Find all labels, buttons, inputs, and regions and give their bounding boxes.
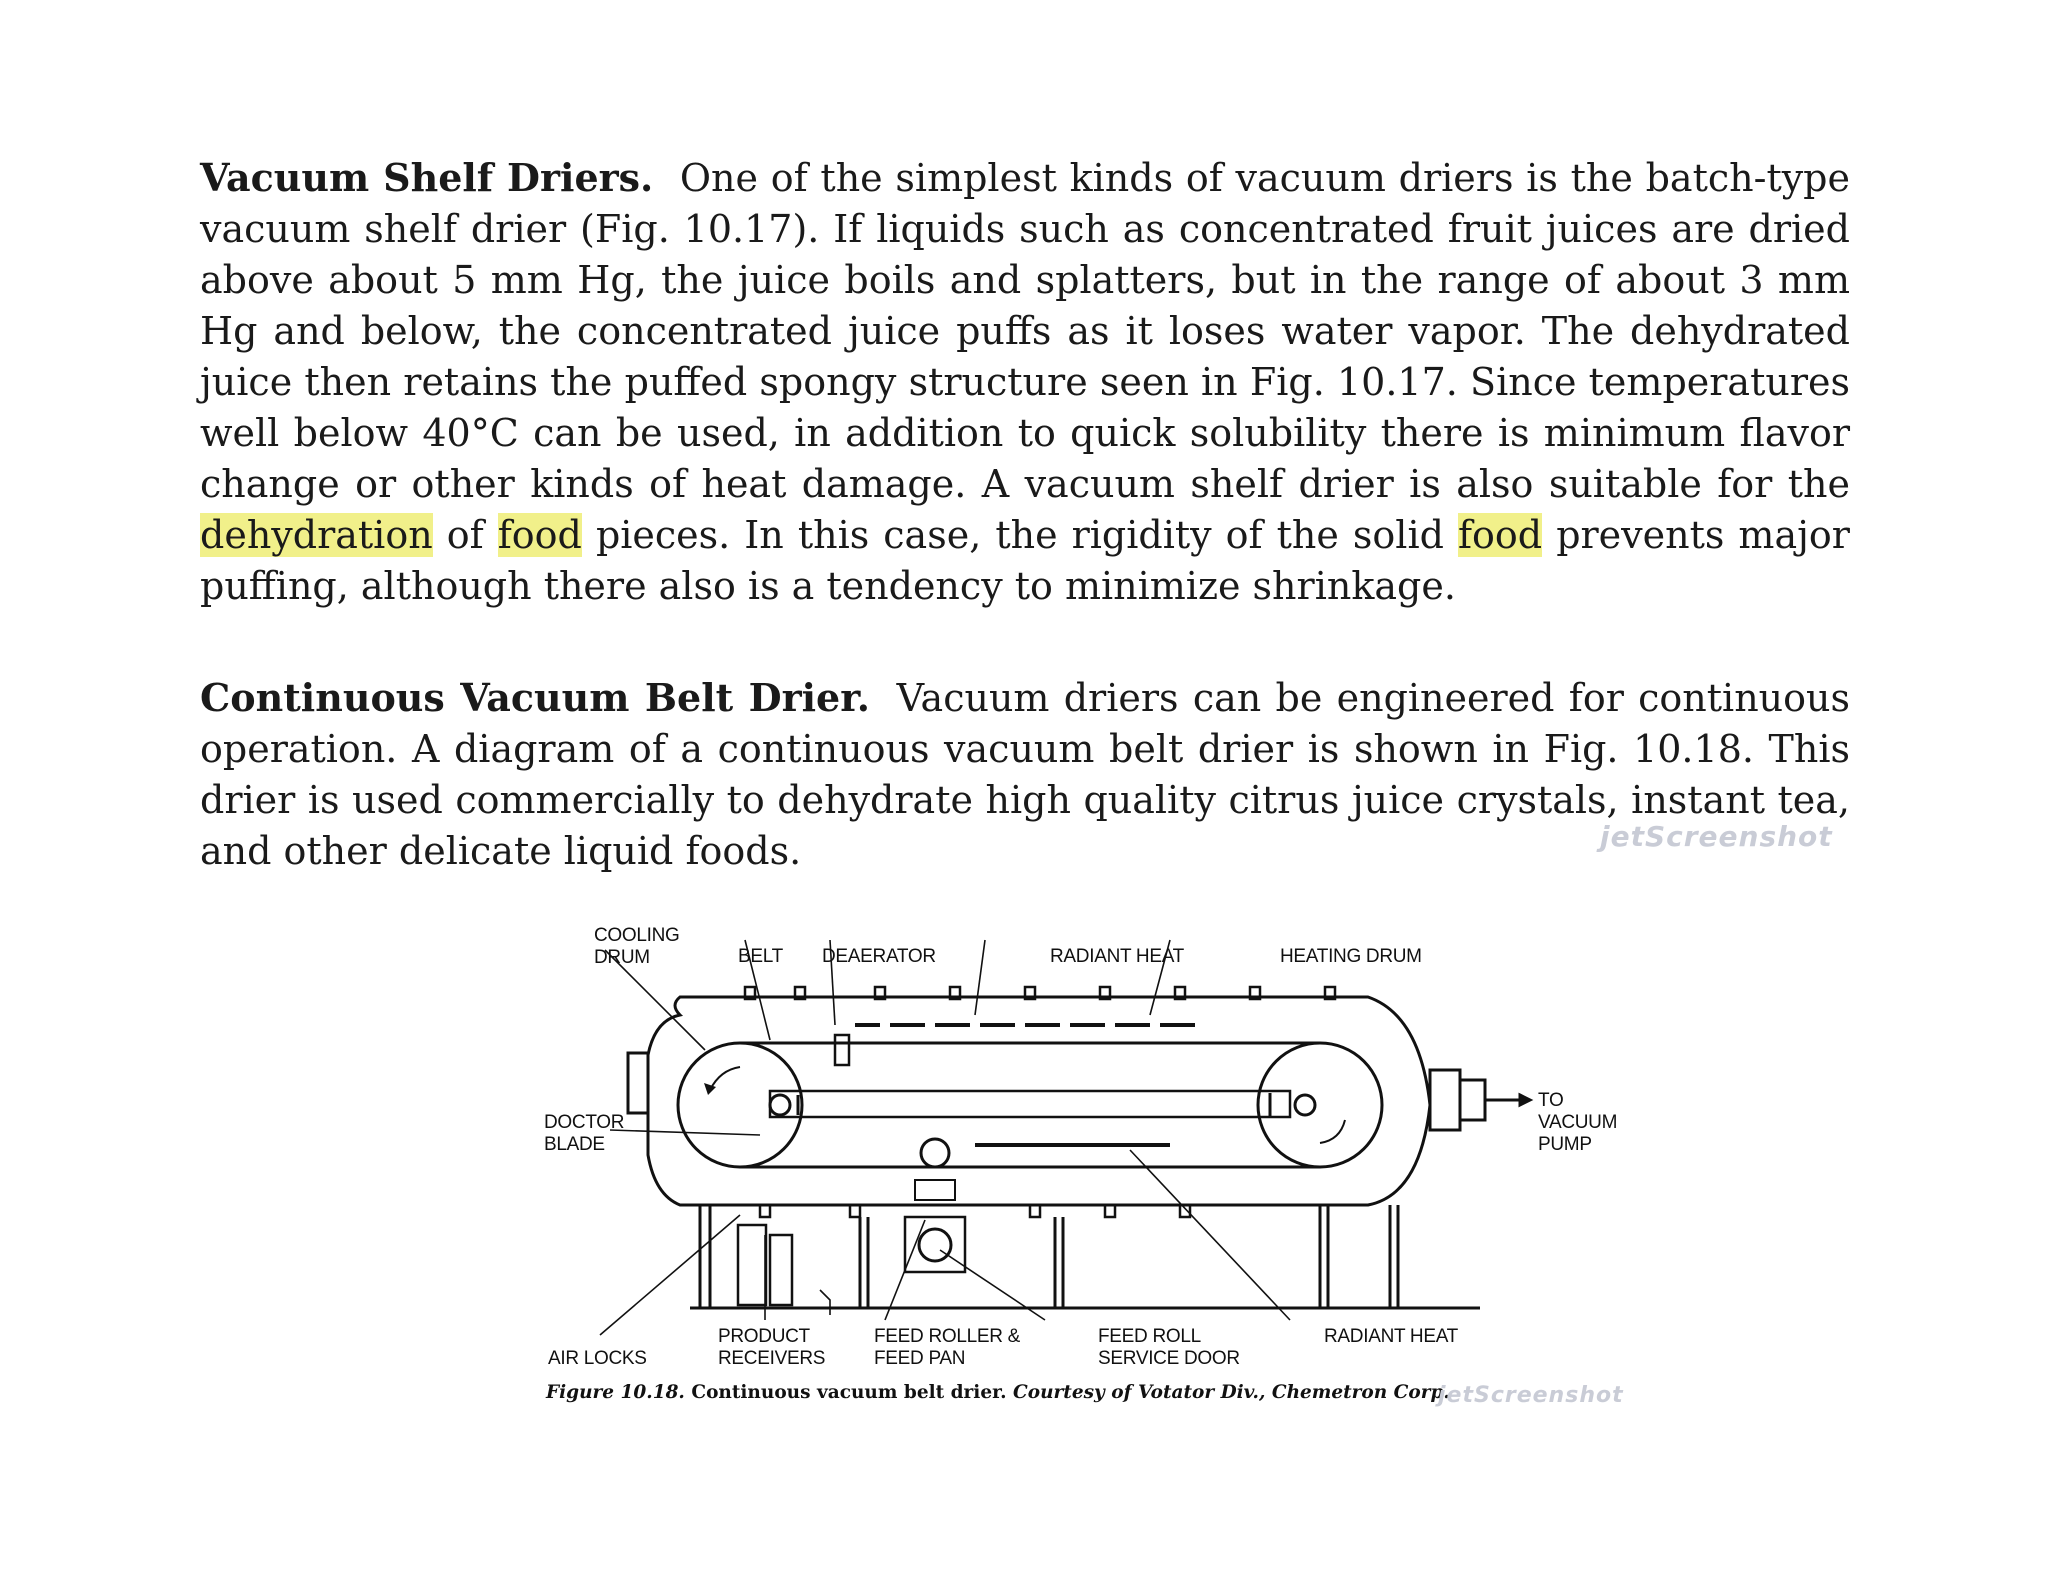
watermark: jetScreenshot [1438, 1383, 1624, 1408]
section-heading-continuous-vacuum-belt-drier: Continuous Vacuum Belt Drier. [200, 675, 870, 720]
highlighted-word[interactable]: food [497, 513, 582, 557]
label-deaerator: DEAERATOR [822, 946, 936, 967]
watermark: jetScreenshot [1600, 820, 1833, 853]
highlighted-word[interactable]: dehydration [200, 513, 433, 557]
body-text: of [446, 513, 484, 557]
label-doctor-blade: DOCTOR BLADE [544, 1112, 625, 1155]
label-cooling-drum: COOLING DRUM [594, 925, 680, 968]
figure-number: Figure 10.18. [546, 1382, 685, 1403]
label-product-receivers: PRODUCT RECEIVERS [718, 1326, 826, 1369]
cooling-drum [678, 1043, 802, 1167]
label-radiant-heat-bottom: RADIANT HEAT [1324, 1326, 1458, 1347]
body-text: prevents major puffing, although there also is a tendency to minimize shrinkage. [200, 513, 1850, 608]
highlighted-word[interactable]: food [1457, 513, 1543, 557]
paragraph-vacuum-shelf-driers [200, 152, 1850, 612]
label-belt: BELT [738, 946, 783, 967]
body-text: Vacuum driers can be engineered for continuous operation. A diagram of a continuous vacuum belt drier is shown in Fig. 10.18. This drier is used commercially to dehydrate high quality citrus juice crystals, instant tea, and other delicate liquid foods. [200, 676, 1850, 873]
body-text: pieces. In this case, the rigidity of the solid [595, 513, 1444, 557]
label-radiant-heat-top: RADIANT HEAT [1050, 946, 1184, 967]
label-feed-roller-feed-pan: FEED ROLLER & FEED PAN [874, 1326, 1021, 1369]
body-text: One of the simplest kinds of vacuum driers is the batch-type vacuum shelf drier (Fig. 10.17). If liquids such as concentrated fruit juices are dried above about 5 mm Hg, the juice boils and splatters, but in the range of about 3 mm Hg and below, the concentrated juice puffs as it loses water vapor. The dehydrated juice then retains the puffed spongy structure seen in Fig. 10.17. Since temperatures well below 40°C can be used, in addition to quick solubility there is minimum flavor change or other kinds of heat damage. A vacuum shelf drier is also suitable for the [200, 156, 1850, 506]
belt-drier-diagram [530, 905, 1640, 1385]
label-feed-roll-service-door: FEED ROLL SERVICE DOOR [1098, 1326, 1240, 1369]
label-air-locks: AIR LOCKS [548, 1348, 647, 1369]
figure-caption [546, 1382, 1450, 1403]
heating-drum [1258, 1043, 1382, 1167]
label-heating-drum: HEATING DRUM [1280, 946, 1422, 967]
figure-credit: Courtesy of Votator Div., Chemetron Corp. [1013, 1382, 1450, 1403]
figure-title: Continuous vacuum belt drier. [691, 1382, 1007, 1403]
label-to-vacuum-pump: TO VACUUM PUMP [1538, 1090, 1618, 1155]
section-heading-vacuum-shelf-driers: Vacuum Shelf Driers. [200, 155, 654, 200]
